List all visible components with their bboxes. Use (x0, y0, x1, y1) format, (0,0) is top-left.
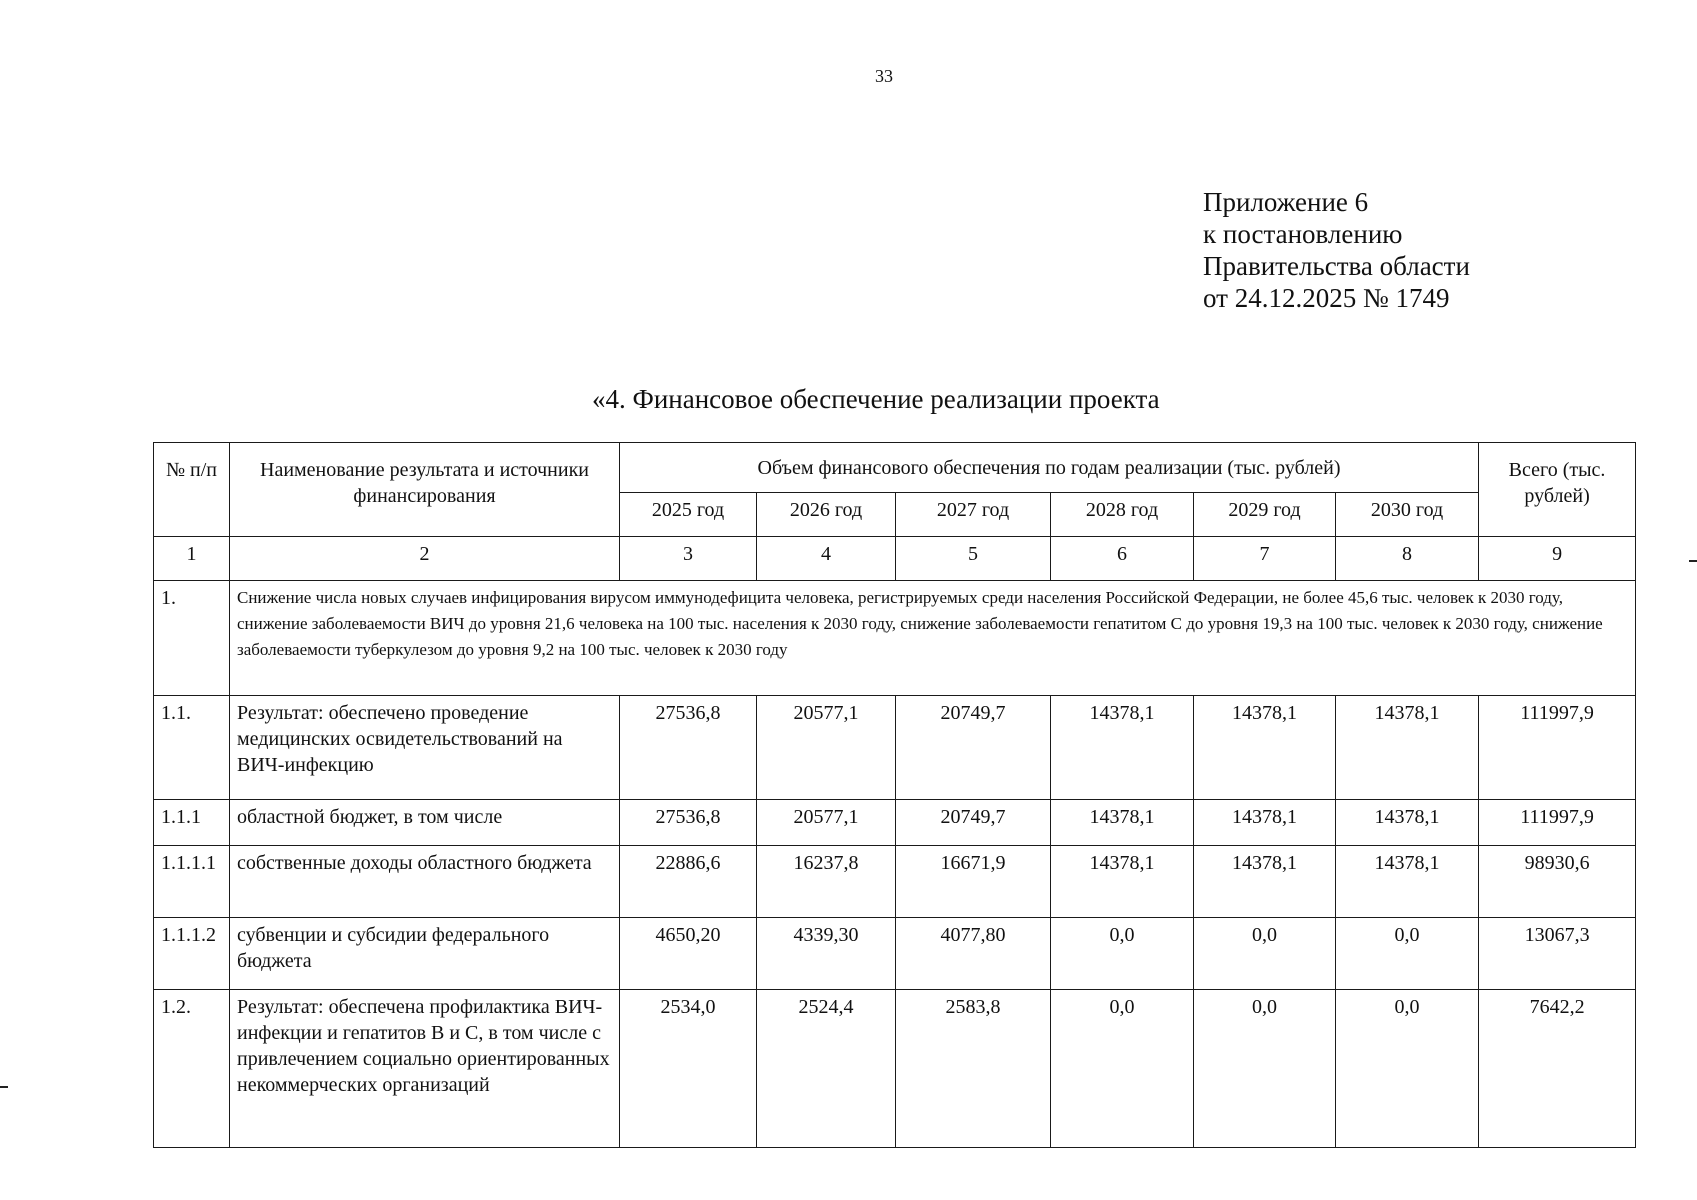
row-value: 4650,20 (620, 918, 757, 990)
row-name: собственные доходы областного бюджета (230, 846, 620, 918)
row-total: 7642,2 (1479, 990, 1636, 1148)
header-col-volume: Объем финансового обеспечения по годам реализации (тыс. рублей) (620, 443, 1479, 493)
column-number: 6 (1051, 537, 1194, 581)
header-col-total: Всего (тыс. рублей) (1479, 443, 1636, 537)
row-name: Результат: обеспечена профилактика ВИЧ-инфекции и гепатитов В и С, в том числе с привлечением социально ориентированных некоммерческих организаций (230, 990, 620, 1148)
row-value: 20749,7 (896, 800, 1051, 846)
table-row (154, 990, 1636, 1148)
appendix-line: Приложение 6 (1203, 187, 1369, 217)
header-year: 2027 год (896, 493, 1051, 537)
row-value: 14378,1 (1194, 800, 1336, 846)
header-col-no: № п/п (154, 443, 230, 537)
row-value: 14378,1 (1336, 846, 1479, 918)
row-value: 27536,8 (620, 696, 757, 800)
appendix-line: к постановлению (1203, 219, 1403, 249)
scan-mark (1689, 560, 1697, 562)
row-value: 22886,6 (620, 846, 757, 918)
row-name: областной бюджет, в том числе (230, 800, 620, 846)
row-value: 0,0 (1051, 990, 1194, 1148)
column-number: 9 (1479, 537, 1636, 581)
table-row (154, 918, 1636, 990)
row-code: 1.1.1.1 (154, 846, 230, 918)
row-code: 1.1. (154, 696, 230, 800)
row-code: 1.2. (154, 990, 230, 1148)
column-number: 8 (1336, 537, 1479, 581)
row-value: 2524,4 (757, 990, 896, 1148)
row-value: 0,0 (1194, 990, 1336, 1148)
row-value: 14378,1 (1194, 696, 1336, 800)
row-value: 16671,9 (896, 846, 1051, 918)
row-value: 4077,80 (896, 918, 1051, 990)
table-row (154, 696, 1636, 800)
header-year: 2028 год (1051, 493, 1194, 537)
appendix-block (1203, 186, 1470, 314)
row-value: 0,0 (1194, 918, 1336, 990)
row-value: 14378,1 (1194, 846, 1336, 918)
row-value: 14378,1 (1051, 846, 1194, 918)
row-total: 98930,6 (1479, 846, 1636, 918)
page-number: 33 (875, 66, 893, 86)
header-year: 2026 год (757, 493, 896, 537)
scan-mark (0, 1086, 8, 1088)
column-number: 3 (620, 537, 757, 581)
row-value: 14378,1 (1051, 696, 1194, 800)
row-value: 16237,8 (757, 846, 896, 918)
row-value: 20749,7 (896, 696, 1051, 800)
section-title: «4. Финансовое обеспечение реализации проекта (592, 384, 1160, 414)
row-name: субвенции и субсидии федерального бюджета (230, 918, 620, 990)
goal-row (154, 581, 1636, 696)
header-year: 2029 год (1194, 493, 1336, 537)
column-number: 2 (230, 537, 620, 581)
row-total: 111997,9 (1479, 696, 1636, 800)
row-value: 4339,30 (757, 918, 896, 990)
column-numbers-row (154, 537, 1636, 581)
column-number: 5 (896, 537, 1051, 581)
header-year: 2030 год (1336, 493, 1479, 537)
appendix-line: от 24.12.2025 № 1749 (1203, 283, 1450, 313)
row-total: 111997,9 (1479, 800, 1636, 846)
table-row (154, 846, 1636, 918)
financing-table (153, 442, 1636, 1148)
row-value: 2583,8 (896, 990, 1051, 1148)
row-value: 14378,1 (1051, 800, 1194, 846)
row-value: 14378,1 (1336, 800, 1479, 846)
row-code: 1.1.1 (154, 800, 230, 846)
table-row (154, 800, 1636, 846)
row-total: 13067,3 (1479, 918, 1636, 990)
goal-text: Снижение числа новых случаев инфицирования вирусом иммунодефицита человека, регистрируемых среди населения Российской Федерации, не более 45,6 тыс. человек к 2030 году, снижение заболеваемости ВИЧ до уровня 21,6 человека на 100 тыс. населения к 2030 году, снижение заболеваемости гепатитом С до уровня 19,3 на 100 тыс. человек к 2030 году, снижение заболеваемости туберкулезом до уровня 9,2 на 100 тыс. человек к 2030 году (230, 581, 1636, 696)
header-year: 2025 год (620, 493, 757, 537)
row-value: 0,0 (1336, 918, 1479, 990)
appendix-line: Правительства области (1203, 251, 1470, 281)
row-value: 0,0 (1051, 918, 1194, 990)
column-number: 1 (154, 537, 230, 581)
row-value: 20577,1 (757, 800, 896, 846)
row-code: 1.1.1.2 (154, 918, 230, 990)
row-value: 0,0 (1336, 990, 1479, 1148)
goal-code: 1. (154, 581, 230, 696)
row-value: 20577,1 (757, 696, 896, 800)
row-value: 2534,0 (620, 990, 757, 1148)
row-value: 14378,1 (1336, 696, 1479, 800)
row-value: 27536,8 (620, 800, 757, 846)
row-name: Результат: обеспечено проведение медицинских освидетельствований на ВИЧ-инфекцию (230, 696, 620, 800)
header-col-name: Наименование результата и источники финансирования (230, 443, 620, 537)
column-number: 4 (757, 537, 896, 581)
column-number: 7 (1194, 537, 1336, 581)
